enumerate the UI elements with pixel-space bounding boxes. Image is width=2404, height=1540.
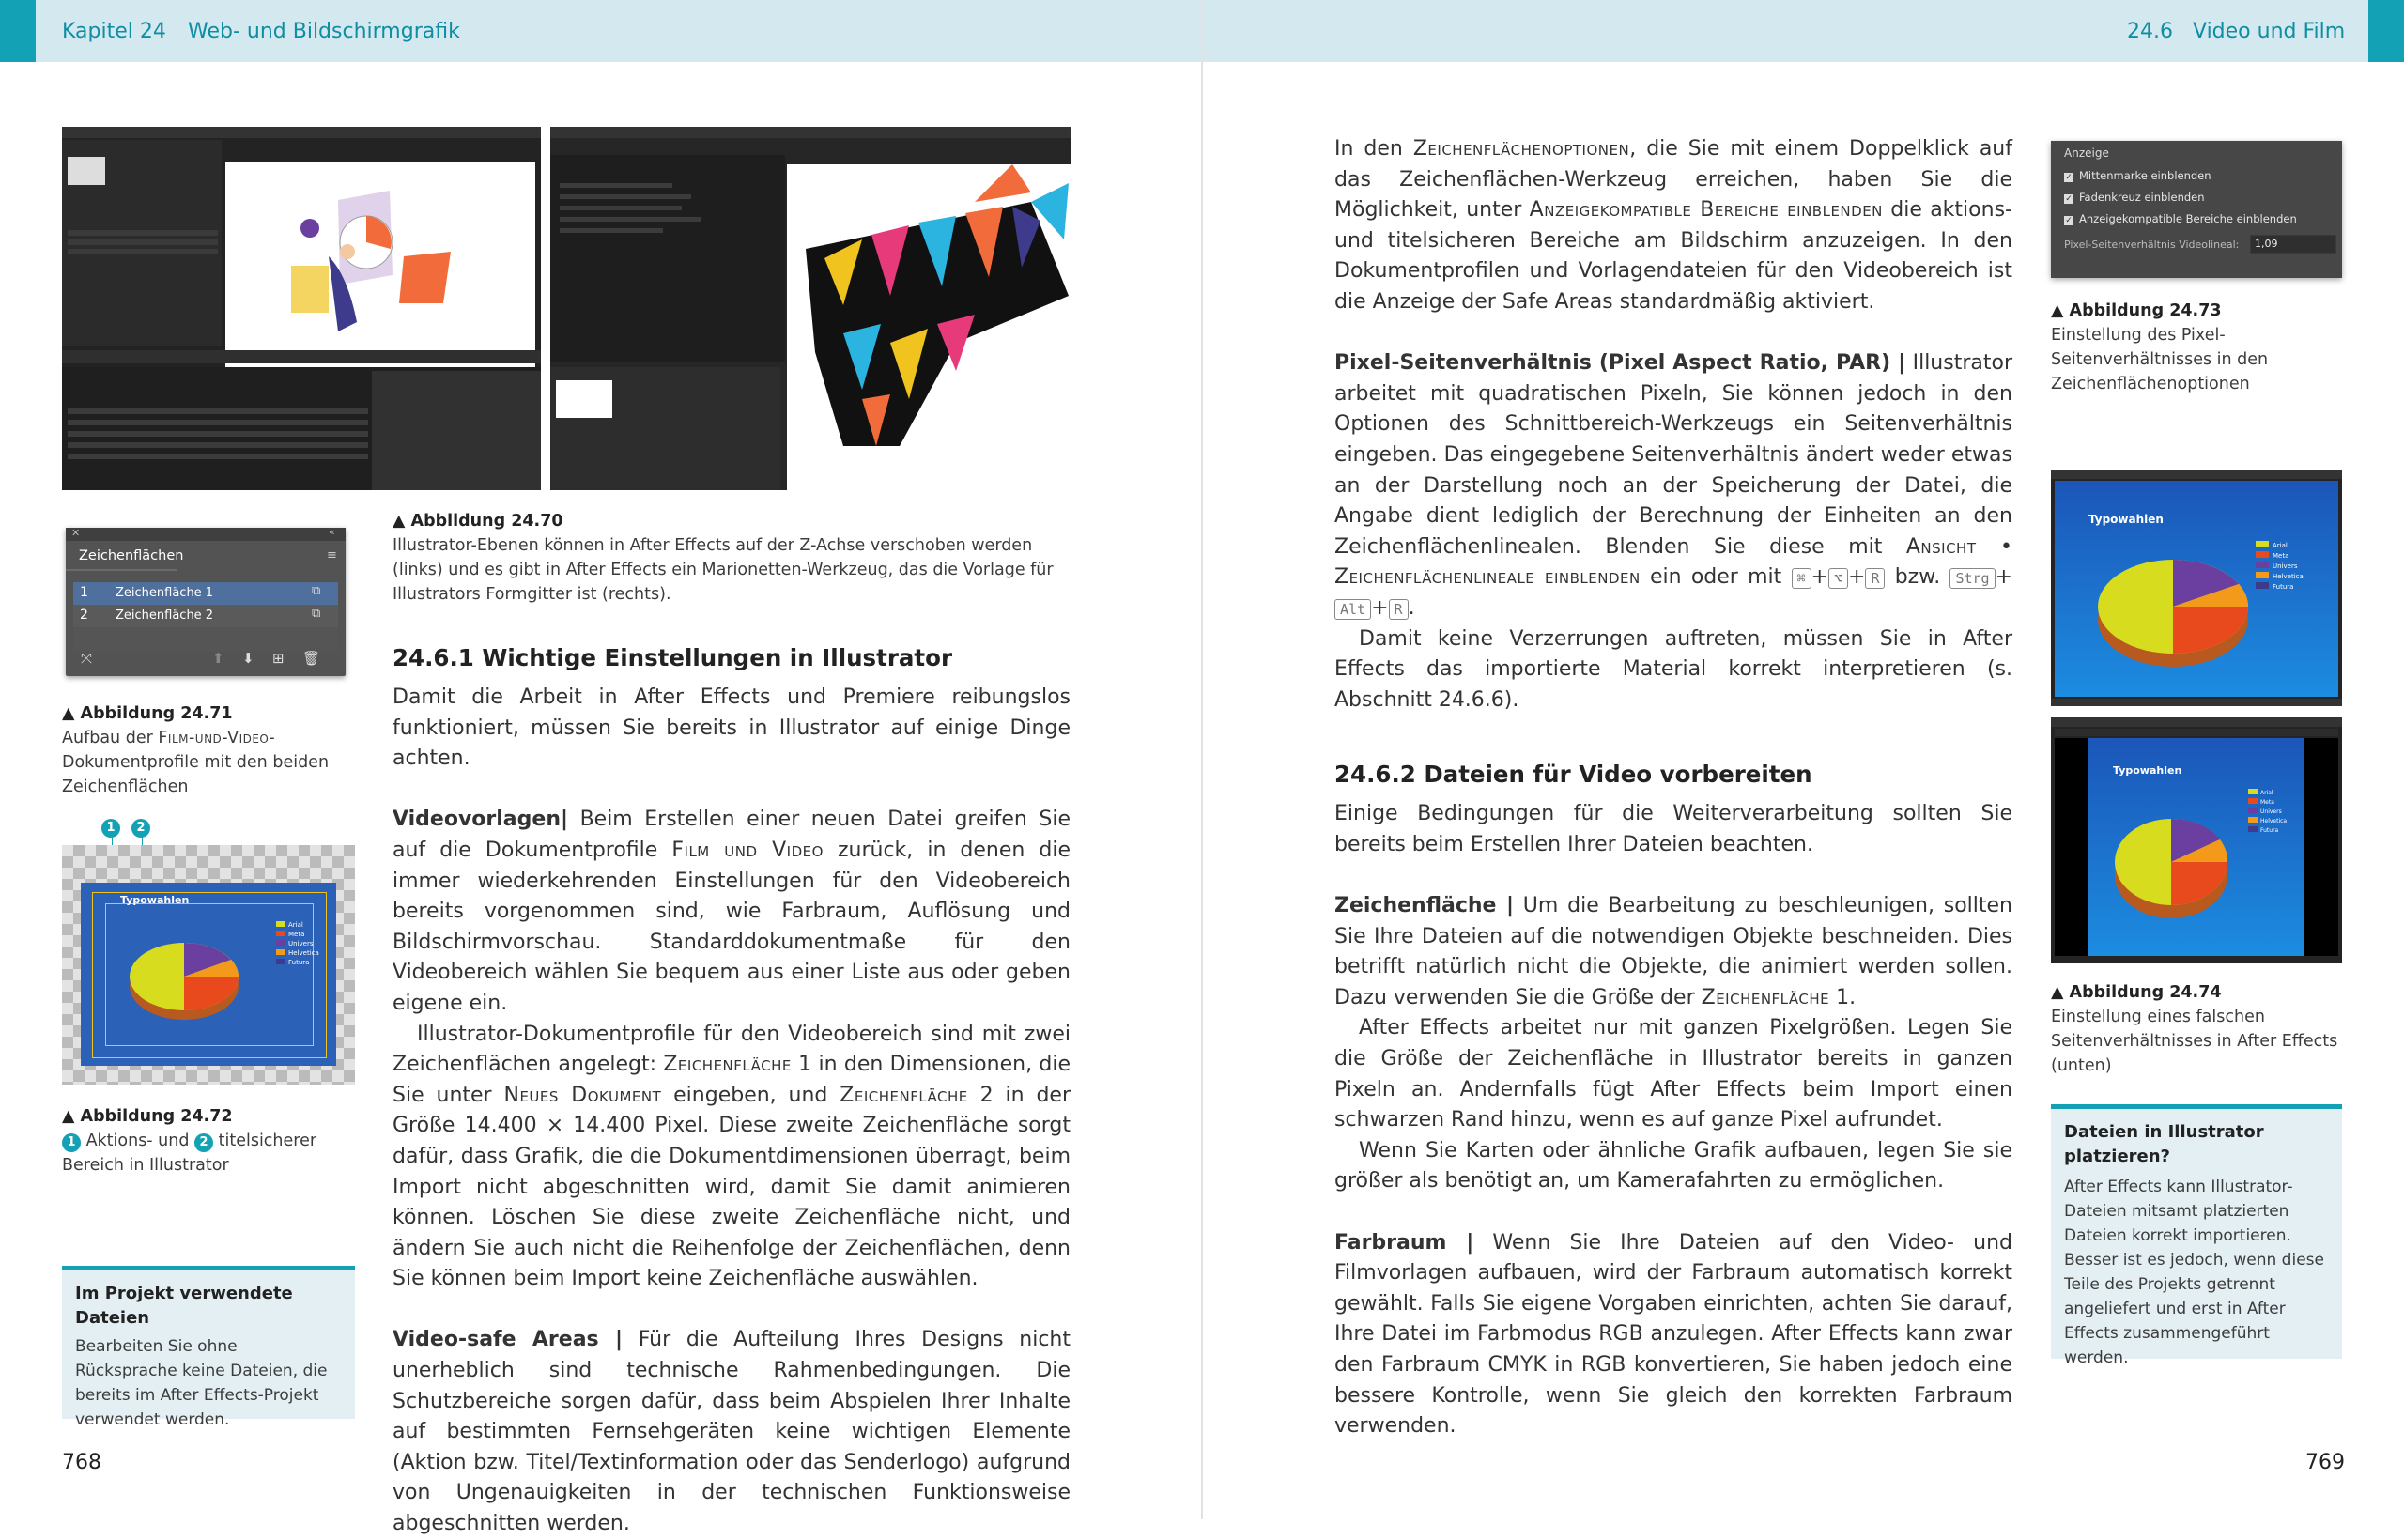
info-box-project-files [62,1266,355,1429]
left-main-column [393,644,1071,1540]
box-text: After Effects kann Illustrator-Dateien mitsamt platzierten Dateien korrekt importieren. Besser ist es jedoch, wenn diese Teile des Projekts getrennt angeliefert und erst in After Effects zusammengeführt werden. [2064,1178,2324,1367]
caption-text: Einstellung eines falschen Seitenverhältnisses in After Effects (unten) [2051,1008,2338,1075]
section-heading: 24.6.2 Dateien für Video vorbereiten [1334,761,1812,789]
caption-text: Aufbau der Film-und-Video- Dokumentprofile mit den beiden Zeichenflächen [62,729,330,796]
safe-area-chart [62,845,355,1085]
paragraph-verzerrungen: Damit keine Verzerrungen auftreten, müssen Sie in After Effects das importierte Material korrekt interpretieren (s. Abschnitt 24.6.6). [1334,626,2012,712]
option-crosshair[interactable]: ✓ Fadenkreuz einblenden [2065,191,2205,204]
paragraph-profile: Illustrator-Dokumentprofile für den Videobereich sind mit zwei Zeichenflächen angelegt: Zeichenfläche 1 in den Dimensionen, die Sie unter Neues Dokument eingeben, und Zeichenfläche 2 in der Größe 14.400 × 14.400 Pixel. Diese zweite Zeichenfläche sorgt dafür, dass Grafik, die die Dokumentdimensionen überragt, beim Import nicht abgeschnitten wird, damit Sie damit animieren können. Löschen Sie diese zweite Zeichenfläche nicht, und ändern Sie auch nicht die Reihenfolge der Zeichenflächen, denn Sie können beim Import keine Zeichenfläche auswählen. [393,1022,1071,1291]
delete-icon[interactable]: 🗑 [302,650,321,667]
caption-title: ▲ Abbildung 24.70 [393,512,563,531]
display-options-panel [2051,141,2342,278]
caption-title: ▲ Abbildung 24.74 [2051,983,2222,1002]
after-effects-screenshot-right [550,127,1071,490]
chart-title: Typowahlen [2113,764,2182,777]
artboards-panel [66,528,346,676]
collapse-icon[interactable]: « [329,526,335,538]
paragraph-safe-areas: Video-safe Areas | Für die Aufteilung Ihres Designs nicht unerheblich sind technische Rahmenbedingungen. Die Schutzbereiche sorgen dafür, dass beim Abspielen Ihrer Inhalte auf bestimmten Fernsehgeräten keine wichtigen Elemente (Aktion bzw. Titel/Textinformation oder das Senderlogo) aufgrund von Ungenauigkeiten in der technischen Funktionsweise abgeschnitten werden. [393,1328,1071,1536]
caption-figure-24-72 [62,1104,353,1178]
paragraph-intro: Einige Bedingungen für die Weiterverarbeitung sollten Sie bereits beim Erstellen Ihrer Dateien beachten. [1334,802,2012,856]
marker-1: 1 [101,817,120,838]
running-header-left [0,0,1202,62]
artboard-options-icon[interactable]: ⧉ [312,584,321,598]
paragraph-farbraum: Farbraum | Wenn Sie Ihre Dateien auf den Video- und Filmvorlagen aufbauen, wird der Farbraum automatisch korrekt gewählt. Falls Sie eigene Vorgaben einrichten, achten Sie darauf, Ihre Datei im Farbmodus RGB anzulegen. After Effects kann zwar den Farbraum CMYK in RGB konvertieren, Sie haben jedoch eine bessere Kontrolle, wenn Sie gleich den korrekten Farbraum verwenden. [1334,1230,2012,1439]
header-tab-right [2368,0,2404,62]
caption-figure-24-70 [393,509,1071,607]
running-header-right [1203,0,2404,62]
chart-legend: Arial Meta Univers Helvetica Futura [2256,541,2304,593]
panel-title: Anzeige [2064,146,2109,160]
par-input[interactable]: 1,09 [2250,235,2336,254]
chart-legend: Arial Meta Univers Helvetica Futura [276,920,319,967]
page-number-right: 769 [2305,1451,2345,1474]
panel-menu-icon[interactable]: ≡ [327,548,337,562]
right-main-column [1334,134,2012,1442]
checkbox-icon: ✓ [2065,216,2073,225]
artboard-row-number: 1 [80,585,88,600]
artboard-row-label: Zeichenfläche 2 [116,608,214,623]
paragraph-intro: Damit die Arbeit in After Effects und Premiere reibungslos funktioniert, müssen Sie bereits in Illustrator auf einige Dinge achten. [393,685,1071,771]
chart-title: Typowahlen [120,894,190,906]
box-text: Bearbeiten Sie ohne Rücksprache keine Dateien, die bereits im After Effects-Projekt verwendet werden. [75,1337,328,1429]
option-center-mark[interactable]: ✓ Mittenmarke einblenden [2065,169,2211,182]
checkbox-icon: ✓ [2065,194,2073,204]
rearrange-icon[interactable]: ⤧ [81,650,93,667]
paragraph-zeichenflaechenoptionen: In den Zeichenflächenoptionen, die Sie mit einem Doppelklick auf das Zeichenflächen-Werkzeug erreichen, haben Sie die Möglichkeit, unter Anzeigekompatible Bereiche einblenden die aktions- und titelsicheren Bereiche am Bildschirm anzuzeigen. In den Dokumentprofilen und Vorlagendateien für den Videobereich ist die Anzeige der Safe Areas standardmäßig aktiviert. [1334,137,2012,314]
page-gutter [1201,0,1203,1519]
marker-2: 2 [131,817,150,838]
header-tab-left [0,0,36,62]
header-section: 24.6 [2127,20,2173,43]
move-up-icon[interactable]: ⬆ [212,650,224,667]
header-chapter: Kapitel 24 [62,20,166,43]
after-effects-chart-correct [2051,470,2342,706]
chart-title: Typowahlen [2088,513,2164,526]
key-alt: Alt [1334,599,1371,620]
artboard-row-label: Zeichenfläche 1 [116,586,214,600]
chart-legend: Arial Meta Univers Helvetica Futura [2248,789,2287,836]
artboard-row-1[interactable] [73,582,338,605]
caption-figure-24-74 [2051,980,2342,1078]
caption-text: Einstellung des Pixel-Seitenverhältnisses in den Zeichenflächenoptionen [2051,326,2269,393]
key-r: R [1389,599,1409,620]
checkbox-icon: ✓ [2065,173,2073,182]
paragraph-karten: Wenn Sie Karten oder ähnliche Grafik aufbauen, legen Sie sie größer als benötigt an, um Kamerafahrten zu ermöglichen. [1334,1138,2012,1194]
option-safe-areas[interactable]: ✓ Anzeigekompatible Bereiche einblenden [2065,212,2297,225]
key-cmd: ⌘ [1792,568,1811,589]
new-artboard-icon[interactable]: ⊞ [272,650,285,667]
box-title: Im Projekt verwendete Dateien [75,1284,293,1328]
caption-title: ▲ Abbildung 24.72 [62,1107,233,1126]
paragraph-pixelgroessen: After Effects arbeitet nur mit ganzen Pixelgrößen. Legen Sie die Größe der Zeichenfläche in Illustrator bereits in ganzen Pixeln an. Andernfalls fügt After Effects beim Import einen schwarzen Rand hinzu, wenn es auf ganze Pixel aufrundet. [1334,1016,2012,1132]
panel-title: Zeichenflächen [79,548,184,563]
section-heading: 24.6.1 Wichtige Einstellungen in Illustrator [393,644,953,671]
close-icon[interactable]: ✕ [71,527,81,539]
info-box-placing-files [2051,1104,2342,1367]
header-chapter-title: Web- und Bildschirmgrafik [188,20,460,43]
after-effects-chart-wrong-aspect [2051,717,2342,963]
caption-text: Illustrator-Ebenen können in After Effects auf der Z-Achse verschoben werden (links) und es gibt in After Effects ein Marionetten-Werkzeug, das die Vorlage für Illustrators Formgitter ist (rechts). [393,536,1054,604]
paragraph-par: Pixel-Seitenverhältnis (Pixel Aspect Ratio, PAR) | Illustrator arbeitet mit quadratischen Pixeln, Sie können jedoch in den Optionen des Schnittbereich-Werkzeugs ein Seitenverhältnis eingeben. Das eingegebene Seitenverhältnis ändert weder etwas an der Darstellung noch an der Speicherung der Datei, die Angabe dient lediglich der Berechnung der Einheiten an den Zeichenflächenlinealen. Blenden Sie diese mit Ansicht • Zeichenflächenlineale einblenden ein oder mit ⌘ + ⌥ + R bzw. Strg +Alt + R . [1334,351,2012,620]
artboard-row-2[interactable] [73,605,338,627]
caption-figure-24-73 [2051,299,2342,396]
paragraph-videovorlagen: Videovorlagen| Beim Erstellen einer neuen Datei greifen Sie auf die Dokumentprofile Film und Video zurück, in denen die immer wiederkehrenden Einstellungen für den Videobereich bereits vorgenommen sind, wie Farbraum, Auflösung und Bildschirmvorschau. Standarddokumentmaße für den Videobereich wählen Sie bequem aus einer Liste aus oder geben eigene ein. [393,808,1071,1015]
box-title: Dateien in Illustrator platzieren? [2064,1122,2264,1166]
artboard-row-number: 2 [80,608,88,623]
header-section-title: Video und Film [2193,20,2346,43]
caption-text: 1 Aktions- und 2 titelsicherer Bereich in Illustrator [62,1132,317,1175]
key-alt-mac: ⌥ [1828,568,1848,589]
key-strg: Strg [1949,568,1995,589]
key-r: R [1865,568,1885,589]
paragraph-zeichenflaeche: Zeichenfläche | Um die Bearbeitung zu beschleunigen, sollten Sie Ihre Dateien auf die notwendigen Objekte beschneiden. Dies betrifft natürlich nicht die Objekte, die animiert werden sollen. Dazu verwenden Sie die Größe der Zeichenfläche 1. [1334,894,2012,1009]
page-number-left: 768 [62,1451,101,1474]
caption-figure-24-71 [62,701,344,799]
move-down-icon[interactable]: ⬇ [242,650,254,667]
artboard-options-icon[interactable]: ⧉ [312,607,321,621]
caption-title: ▲ Abbildung 24.73 [2051,301,2222,320]
par-label: Pixel-Seitenverhältnis Videolineal: [2064,239,2240,251]
after-effects-screenshot-left [62,127,541,490]
caption-title: ▲ Abbildung 24.71 [62,704,233,723]
